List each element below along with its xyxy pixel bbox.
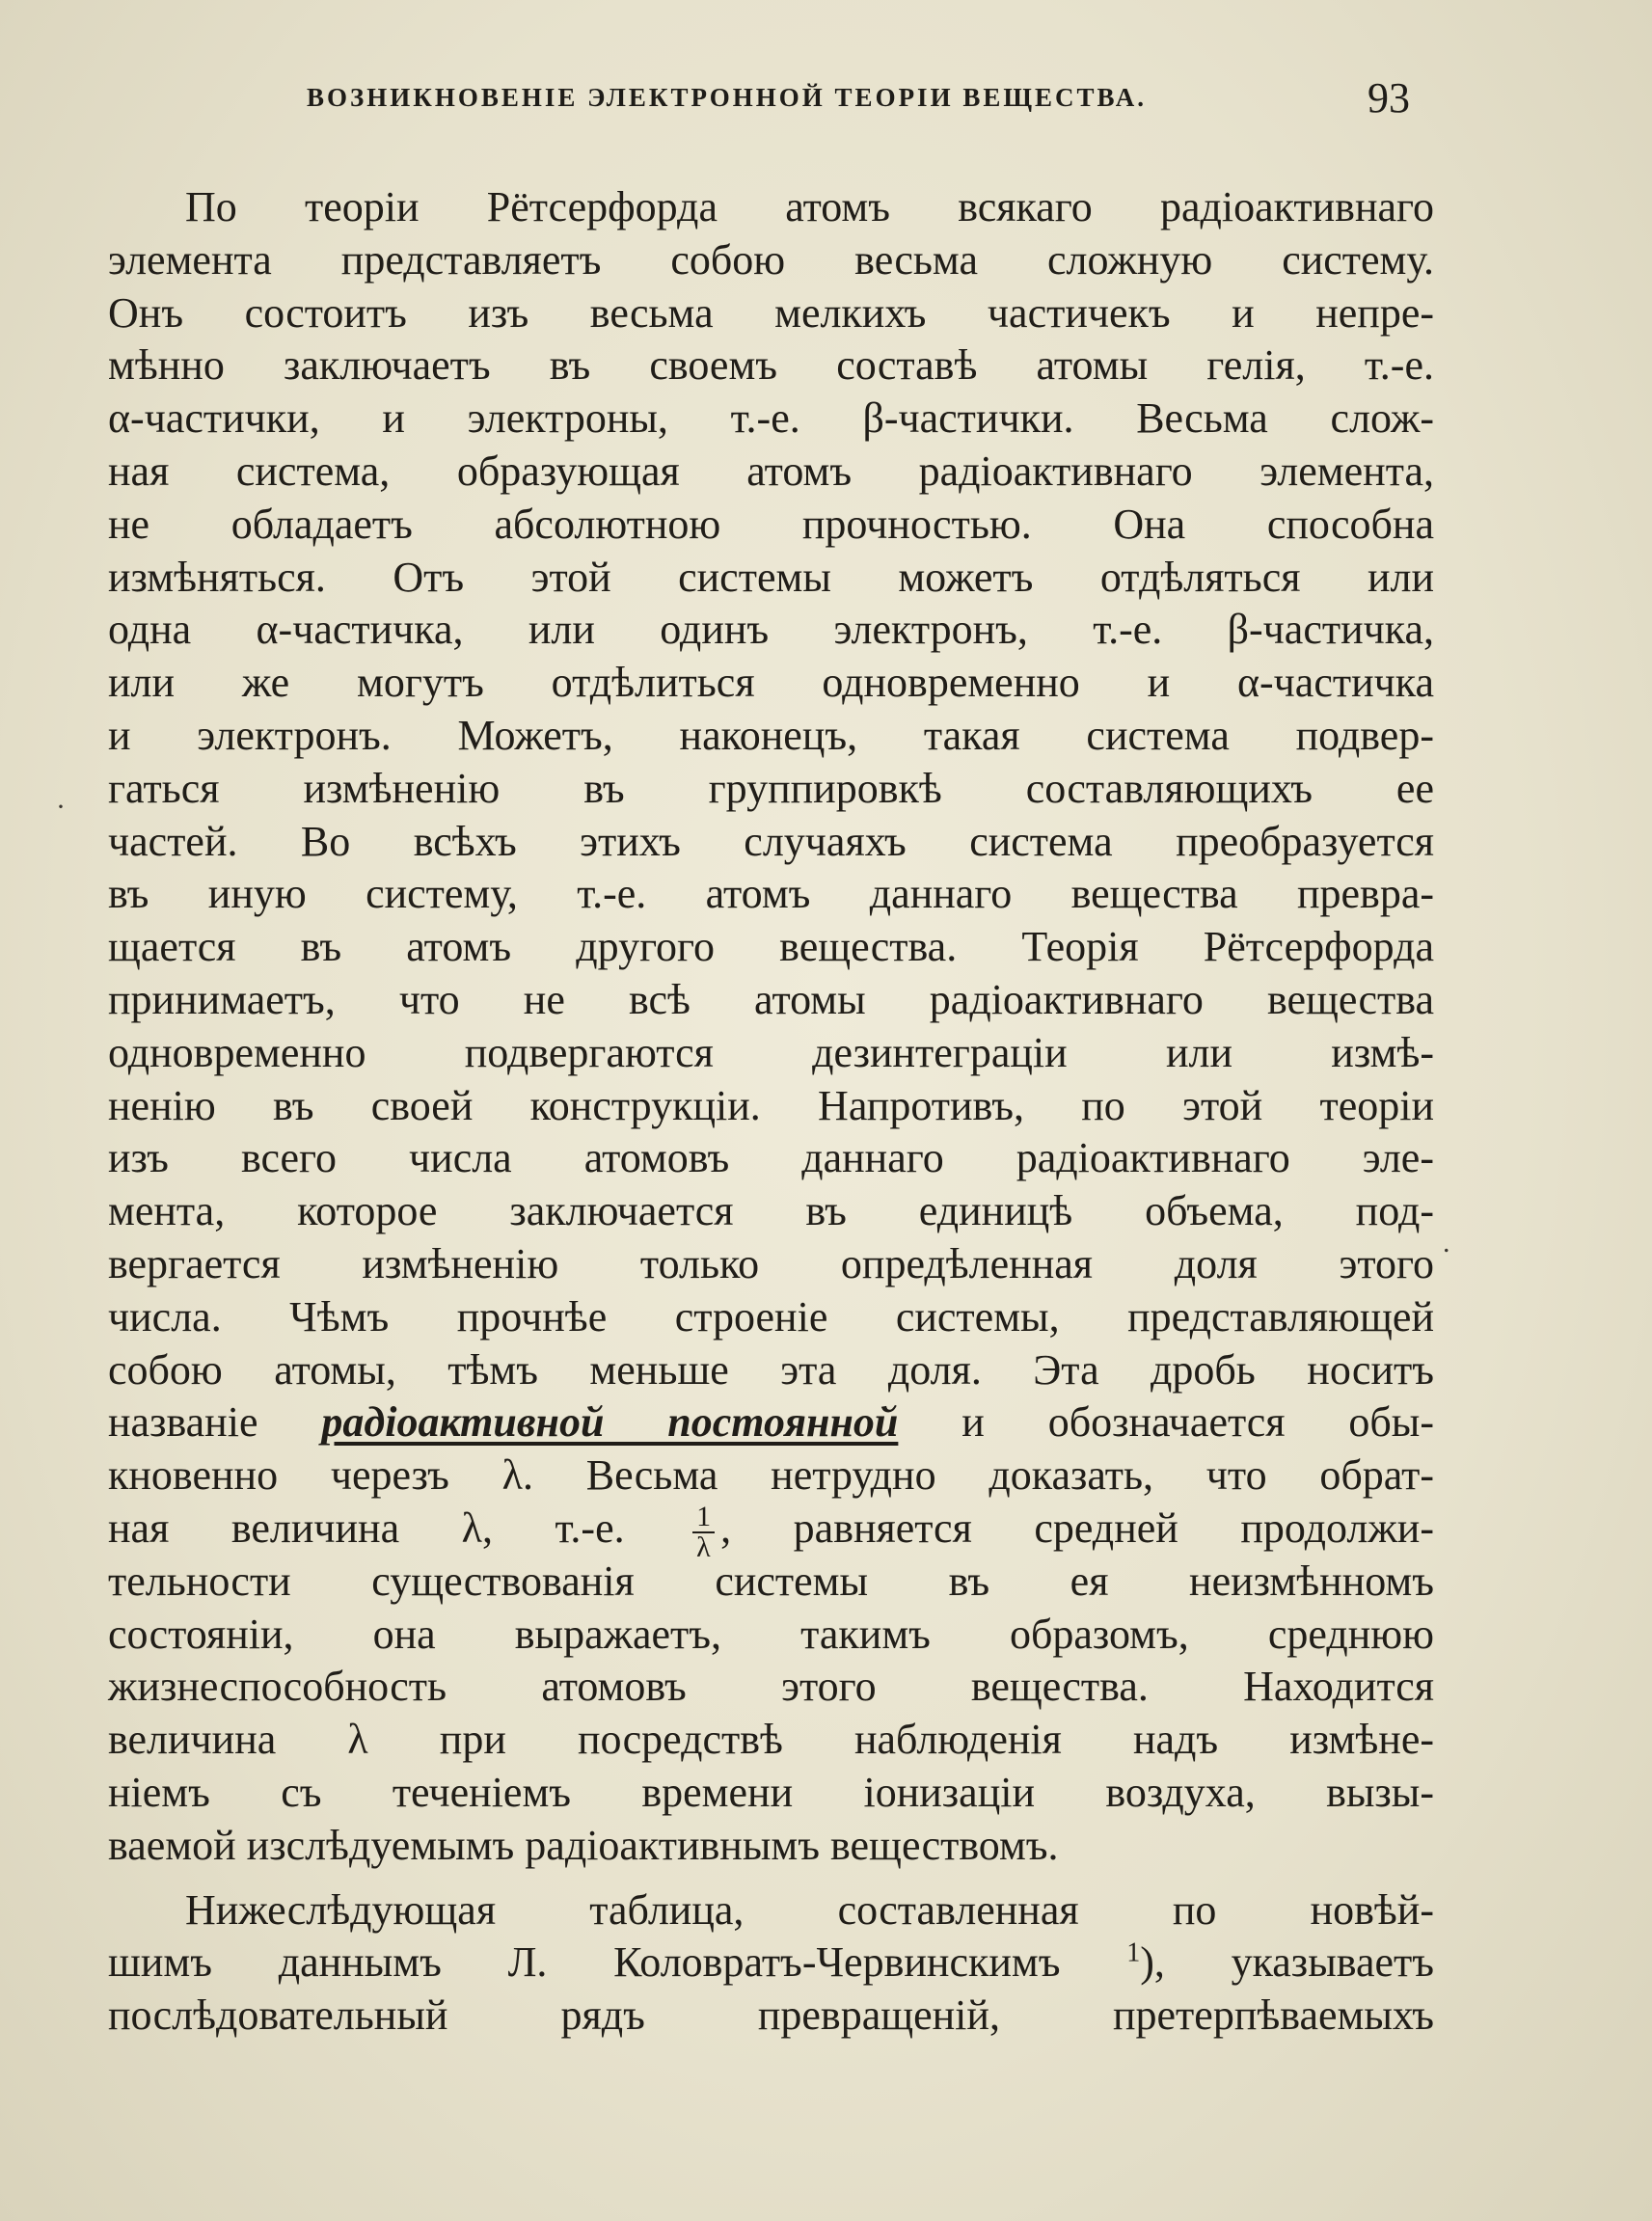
text-line: ная система, образующая атомъ радіоактивнаго элемента,: [108, 447, 1434, 495]
text-line: состояніи, она выражаетъ, такимъ образомъ, среднюю: [108, 1610, 1434, 1658]
fraction-denominator: λ: [696, 1530, 711, 1563]
fraction-line-before: ная величина λ, т.-е.: [108, 1504, 688, 1553]
text-line: изъ всего числа атомовъ даннаго радіоактивнаго эле-: [108, 1134, 1434, 1182]
text-line: измѣняться. Отъ этой системы можетъ отдѣляться или: [108, 553, 1434, 601]
text-line-term: [108, 1396, 1434, 1449]
text-line: кновенно черезъ λ. Весьма нетрудно доказать, что обрат-: [108, 1451, 1434, 1500]
text-line: числа. Чѣмъ прочнѣе строеніе системы, представляющей: [108, 1292, 1434, 1341]
text-line: ненію въ своей конструкціи. Напротивъ, по этой теоріи: [108, 1081, 1434, 1129]
footnote-marker: 1: [1126, 1937, 1141, 1968]
text-line: послѣдовательный рядъ превращеній, претерпѣваемыхъ: [108, 1991, 1434, 2040]
text-line: не обладаетъ абсолютною прочностью. Она способна: [108, 500, 1434, 548]
text-line: въ иную систему, т.-е. атомъ даннаго вещества превра-: [108, 870, 1434, 918]
text-line: величина λ при посредствѣ наблюденія надъ измѣне-: [108, 1716, 1434, 1764]
paragraph-end-line: ваемой изслѣдуемымъ радіоактивнымъ веществомъ.: [108, 1821, 1059, 1869]
margin-dot-mark: ·: [56, 791, 66, 823]
text-line: одновременно подвергаются дезинтеграціи или измѣ-: [108, 1028, 1434, 1076]
text-line: тельности существованія системы въ ея неизмѣнномъ: [108, 1557, 1434, 1605]
fraction-one-over-lambda: [692, 1500, 715, 1563]
text-line: жизнеспособность атомовъ этого вещества. Находится: [108, 1663, 1434, 1711]
page-number: 93: [1368, 74, 1410, 122]
text-line: и электронъ. Можетъ, наконецъ, такая система подвер-: [108, 711, 1434, 759]
text-line: частей. Во всѣхъ этихъ случаяхъ система преобразуется: [108, 817, 1434, 865]
body-text: [108, 181, 1434, 2043]
margin-dot-mark: .: [1443, 1227, 1450, 1259]
radioactive-constant-term: радіоактивной постоянной: [321, 1398, 899, 1447]
text-line: одна α-частичка, или одинъ электронъ, т.-е. β-частичка,: [108, 606, 1434, 654]
text-line: собою атомы, тѣмъ меньше эта доля. Эта дробь носитъ: [108, 1345, 1434, 1394]
text-line: элемента представляетъ собою весьма сложную систему.: [108, 235, 1434, 284]
text-line: или же могутъ отдѣлиться одновременно и α-частичка: [108, 659, 1434, 707]
fraction-numerator: 1: [692, 1503, 715, 1533]
text-line-footnote: [108, 1937, 1434, 1990]
footnote-line-after: ), указываетъ: [1140, 1938, 1434, 1987]
term-line-before: названіе: [108, 1398, 322, 1447]
text-line: α-частички, и электроны, т.-е. β-частички. Весьма слож-: [108, 394, 1434, 443]
term-line-after: и обозначается обы-: [898, 1398, 1435, 1447]
text-line: По теоріи Рётсерфорда атомъ всякаго радіоактивнаго: [185, 183, 1434, 230]
footnote-line-before: шимъ даннымъ Л. Коловратъ-Червинскимъ: [108, 1938, 1127, 1987]
text-line-fraction: [108, 1500, 1434, 1563]
text-line: ніемъ съ теченіемъ времени іонизаціи воздуха, вызы-: [108, 1768, 1434, 1816]
text-line: Нижеслѣдующая таблица, составленная по новѣй-: [185, 1885, 1434, 1934]
text-line: щается въ атомъ другого вещества. Теорія Рётсерфорда: [108, 923, 1434, 971]
text-line: мѣнно заключаетъ въ своемъ составѣ атомы гелія, т.-е.: [108, 341, 1434, 390]
text-line: гаться измѣненію въ группировкѣ составляющихъ ее: [108, 764, 1434, 812]
fraction-line-after: , равняется средней продолжи-: [720, 1504, 1434, 1553]
running-header: [0, 74, 1652, 127]
text-line: Онъ состоитъ изъ весьма мелкихъ частичекъ и непре-: [108, 288, 1434, 337]
text-line: вергается измѣненію только опредѣленная доля этого: [108, 1239, 1434, 1287]
running-header-title: ВОЗНИКНОВЕНІЕ ЭЛЕКТРОННОЙ ТЕОРІИ ВЕЩЕСТВА.: [307, 83, 1148, 112]
text-line: мента, которое заключается въ единицѣ объема, под-: [108, 1187, 1434, 1235]
text-line: принимаетъ, что не всѣ атомы радіоактивнаго вещества: [108, 975, 1434, 1023]
